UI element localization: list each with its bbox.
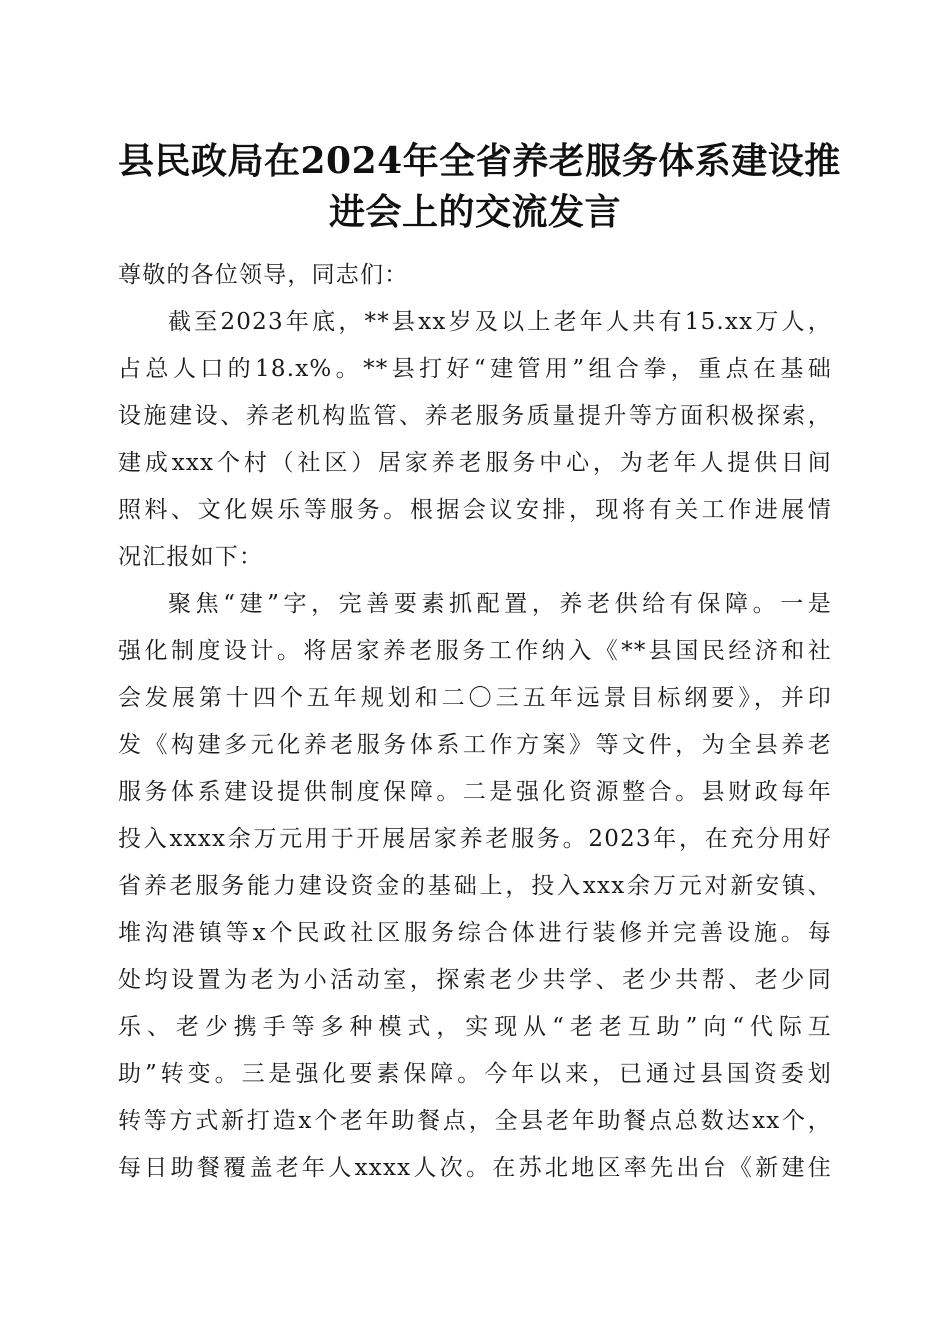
paragraph-1-line: 建成xxx个村（社区）居家养老服务中心，为老年人提供日间 [118,450,832,476]
paragraph-1-line: 设施建设、养老机构监管、养老服务质量提升等方面积极探索， [118,403,832,429]
document-title [118,136,841,238]
paragraph-2-line: 聚焦“建”字，完善要素抓配置，养老供给有保障。一是 [168,591,832,617]
paragraph-2-line: 每日助餐覆盖老年人xxxx人次。在苏北地区率先出台《新建住 [118,1155,832,1181]
paragraph-1-line: 照料、文化娱乐等服务。根据会议安排，现将有关工作进展情 [118,497,832,523]
paragraph-2-line: 助”转变。三是强化要素保障。今年以来，已通过县国资委划 [118,1061,832,1087]
paragraph-2-line: 处均设置为老为小活动室，探索老少共学、老少共帮、老少同 [118,967,832,993]
paragraph-2-line: 乐、老少携手等多种模式，实现从“老老互助”向“代际互 [118,1014,832,1040]
paragraph-2-line: 堆沟港镇等x个民政社区服务综合体进行装修并完善设施。每 [118,920,832,946]
paragraph-1-line: 况汇报如下： [118,544,264,570]
paragraph-2-line: 省养老服务能力建设资金的基础上，投入xxx余万元对新安镇、 [118,873,832,899]
document-body [118,252,832,1192]
title-line-1: 县民政局在2024年全省养老服务体系建设推 [118,140,841,182]
paragraph-2-line: 转等方式新打造x个老年助餐点，全县老年助餐点总数达xx个， [118,1108,832,1134]
paragraph-2-line: 强化制度设计。将居家养老服务工作纳入《**县国民经济和社 [118,638,832,664]
paragraph-2-line: 会发展第十四个五年规划和二〇三五年远景目标纲要》，并印 [118,685,832,711]
title-line-2: 进会上的交流发言 [328,191,621,233]
paragraph-2-line: 投入xxxx余万元用于开展居家养老服务。2023年，在充分用好 [118,826,832,852]
paragraph-1-line: 截至2023年底，**县xx岁及以上老年人共有15.xx万人， [168,309,832,335]
paragraph-1-line: 占总人口的18.x%。**县打好“建管用”组合拳，重点在基础 [118,356,832,382]
salutation: 尊敬的各位领导，同志们： [118,262,409,288]
paragraph-2-line: 发《构建多元化养老服务体系工作方案》等文件，为全县养老 [118,732,832,758]
paragraph-2-line: 服务体系建设提供制度保障。二是强化资源整合。县财政每年 [118,779,832,805]
